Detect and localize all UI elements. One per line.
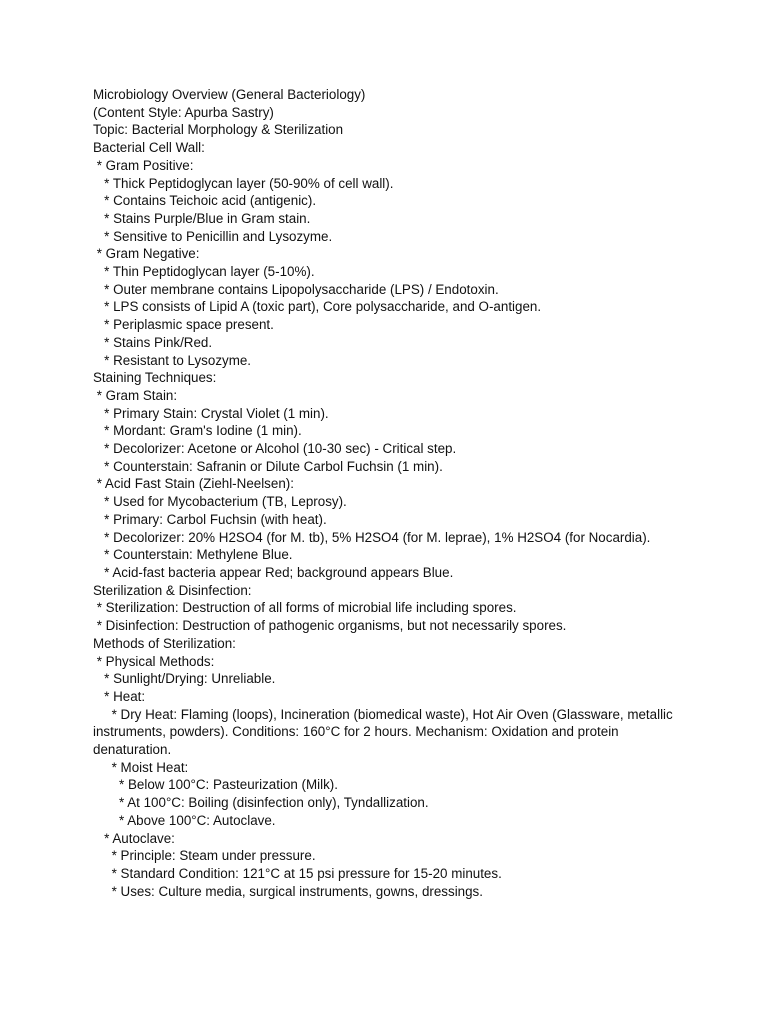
section-heading: Sterilization & Disinfection: — [93, 582, 252, 598]
list-item: * Sterilization: Destruction of all forms of microbial life including spores. — [93, 600, 517, 616]
list-item: * Acid-fast bacteria appear Red; background appears Blue. — [93, 564, 454, 580]
list-item: * Heat: — [93, 688, 146, 704]
list-item: * Outer membrane contains Lipopolysaccharide (LPS) / Endotoxin. — [93, 281, 499, 297]
list-item: * Physical Methods: — [93, 653, 215, 669]
list-item: * Sensitive to Penicillin and Lysozyme. — [93, 228, 333, 244]
doc-topic: Topic: Bacterial Morphology & Sterilization — [93, 122, 344, 138]
section-heading: Methods of Sterilization: — [93, 635, 236, 651]
list-item: * Gram Negative: — [93, 246, 200, 262]
list-item: * Standard Condition: 121°C at 15 psi pressure for 15-20 minutes. — [93, 865, 502, 881]
list-item: * At 100°C: Boiling (disinfection only), Tyndallization. — [93, 795, 429, 811]
list-item: * Sunlight/Drying: Unreliable. — [93, 671, 276, 687]
list-item: * Contains Teichoic acid (antigenic). — [93, 193, 317, 209]
list-item: * Principle: Steam under pressure. — [93, 848, 316, 864]
section-heading: Staining Techniques: — [93, 370, 217, 386]
list-item: * Primary: Carbol Fuchsin (with heat). — [93, 511, 327, 527]
list-item: * Uses: Culture media, surgical instruments, gowns, dressings. — [93, 883, 483, 899]
list-item: * Dry Heat: Flaming (loops), Incineration (biomedical waste), Hot Air Oven (Glassware, metallic instruments, powders). Conditions: 160°C for 2 hours. Mechanism: Oxidation and protein denaturation. — [93, 706, 677, 758]
list-item: * Thin Peptidoglycan layer (5-10%). — [93, 264, 315, 280]
list-item: * Stains Pink/Red. — [93, 334, 213, 350]
document-page — [93, 86, 677, 900]
list-item: * LPS consists of Lipid A (toxic part), Core polysaccharide, and O-antigen. — [93, 299, 542, 315]
list-item: * Disinfection: Destruction of pathogenic organisms, but not necessarily spores. — [93, 618, 567, 634]
doc-subtitle: (Content Style: Apurba Sastry) — [93, 104, 274, 120]
list-item: * Periplasmic space present. — [93, 317, 274, 333]
list-item: * Acid Fast Stain (Ziehl-Neelsen): — [93, 476, 294, 492]
list-item: * Counterstain: Safranin or Dilute Carbol Fuchsin (1 min). — [93, 458, 443, 474]
list-item: * Stains Purple/Blue in Gram stain. — [93, 210, 311, 226]
list-item: * Gram Positive: — [93, 157, 194, 173]
list-item: * Counterstain: Methylene Blue. — [93, 547, 293, 563]
list-item: * Mordant: Gram's Iodine (1 min). — [93, 423, 302, 439]
list-item: * Moist Heat: — [93, 759, 189, 775]
list-item: * Above 100°C: Autoclave. — [93, 812, 276, 828]
list-item: * Gram Stain: — [93, 387, 178, 403]
list-item: * Thick Peptidoglycan layer (50-90% of cell wall). — [93, 175, 394, 191]
list-item: * Decolorizer: 20% H2SO4 (for M. tb), 5% H2SO4 (for M. leprae), 1% H2SO4 (for Nocardia). — [93, 529, 651, 545]
list-item: * Primary Stain: Crystal Violet (1 min). — [93, 405, 329, 421]
list-item: * Autoclave: — [93, 830, 175, 846]
list-item: * Resistant to Lysozyme. — [93, 352, 252, 368]
list-item: * Below 100°C: Pasteurization (Milk). — [93, 777, 338, 793]
section-heading: Bacterial Cell Wall: — [93, 140, 205, 156]
list-item: * Used for Mycobacterium (TB, Leprosy). — [93, 494, 347, 510]
doc-title: Microbiology Overview (General Bacteriology) — [93, 87, 366, 102]
list-item: * Decolorizer: Acetone or Alcohol (10-30 sec) - Critical step. — [93, 441, 457, 457]
